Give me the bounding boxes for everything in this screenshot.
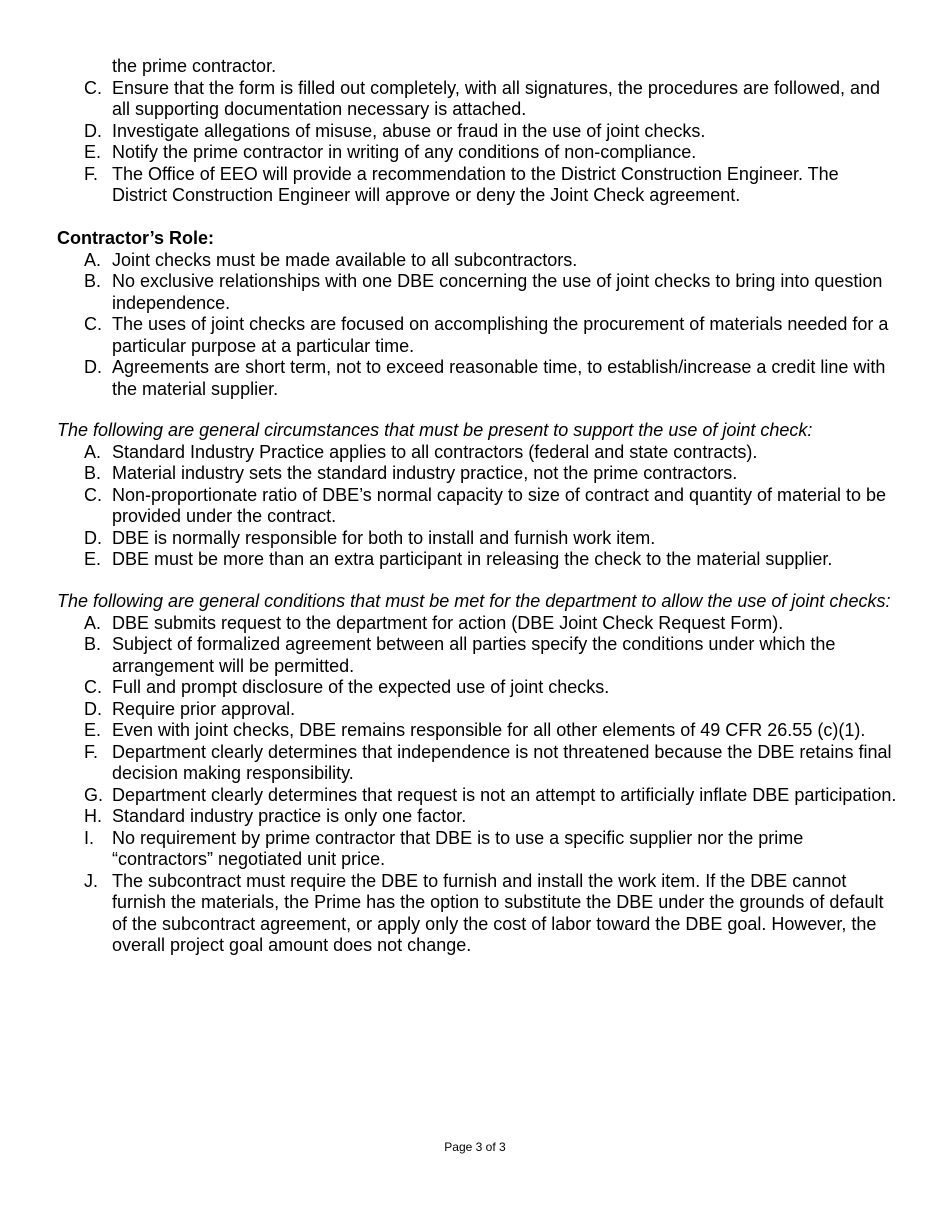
list-text: Department clearly determines that independence is not threatened because the DBE retains final decision making responsibility. (112, 741, 892, 783)
list-letter: G. (84, 784, 104, 805)
list-letter: H. (84, 806, 102, 826)
list-letter: J. (84, 870, 99, 891)
list-letter: E. (84, 549, 102, 569)
list-item (57, 78, 897, 121)
circumstances-list (57, 442, 897, 571)
list-text: Material industry sets the standard industry practice, not the prime contractors. (112, 463, 738, 483)
contractor-role-section (57, 228, 897, 400)
list-item (57, 677, 897, 699)
list-item (57, 828, 897, 871)
list-item (57, 720, 897, 742)
list-letter: B. (84, 271, 102, 291)
list-item (57, 485, 897, 528)
list-letter: A. (84, 441, 102, 462)
list-text: Joint checks must be made available to all subcontractors. (112, 249, 578, 270)
list-item (57, 442, 897, 464)
list-letter: I. (84, 827, 95, 848)
list-text: Ensure that the form is filled out completely, with all signatures, the procedures are followed, and all supporting documentation necessary is attached. (112, 77, 881, 119)
circumstances-section (57, 420, 897, 571)
list-text: DBE must be more than an extra participant in releasing the check to the material supplier. (112, 549, 833, 569)
list-item (57, 357, 897, 400)
list-text: Standard Industry Practice applies to all contractors (federal and state contracts). (112, 441, 758, 462)
conditions-section (57, 591, 897, 957)
list-letter: D. (84, 527, 102, 548)
list-item (57, 164, 897, 207)
list-text: No requirement by prime contractor that DBE is to use a specific supplier nor the prime “contractors” negotiated unit price. (112, 827, 804, 869)
eeo-role-section (57, 56, 897, 207)
list-letter: A. (84, 612, 102, 633)
section-heading: Contractor’s Role: (57, 228, 215, 248)
list-text: The subcontract must require the DBE to furnish and install the work item. If the DBE cannot furnish the materials, the Prime has the option to substitute the DBE under the grounds of default of the subcontract agreement, or apply only the cost of labor toward the DBE goal. However, the overall project goal amount does not change. (112, 870, 884, 955)
list-item (57, 871, 897, 957)
list-item (57, 634, 897, 677)
list-continuation: the prime contractor. (112, 56, 277, 76)
list-letter: C. (84, 77, 102, 98)
list-letter: D. (84, 357, 102, 377)
list-item (57, 785, 897, 807)
list-text: DBE is normally responsible for both to install and furnish work item. (112, 527, 656, 548)
list-letter: D. (84, 698, 102, 719)
list-text: Even with joint checks, DBE remains responsible for all other elements of 49 CFR 26.55 (c)(1). (112, 720, 866, 740)
list-item (57, 250, 897, 272)
contractor-role-list (57, 250, 897, 401)
list-text: Investigate allegations of misuse, abuse or fraud in the use of joint checks. (112, 120, 706, 141)
list-text: DBE submits request to the department for action (DBE Joint Check Request Form). (112, 612, 784, 633)
list-item (57, 121, 897, 143)
list-letter: F. (84, 741, 99, 762)
page-number: Page 3 of 3 (444, 1140, 506, 1154)
list-text: Full and prompt disclosure of the expected use of joint checks. (112, 677, 610, 697)
list-item (57, 613, 897, 635)
list-text: Notify the prime contractor in writing of any conditions of non-compliance. (112, 142, 697, 162)
list-item (57, 549, 897, 571)
list-text: Subject of formalized agreement between all parties specify the conditions under which the arrangement will be permitted. (112, 634, 836, 676)
list-text: Agreements are short term, not to exceed reasonable time, to establish/increase a credit line with the material supplier. (112, 357, 886, 399)
list-letter: C. (84, 677, 102, 697)
list-letter: B. (84, 463, 102, 483)
list-letter: E. (84, 142, 102, 162)
list-letter: A. (84, 249, 102, 270)
list-text: Department clearly determines that request is not an attempt to artificially inflate DBE participation. (112, 784, 897, 805)
list-text: No exclusive relationships with one DBE concerning the use of joint checks to bring into question independence. (112, 271, 883, 313)
list-text: Non-proportionate ratio of DBE’s normal capacity to size of contract and quantity of material to be provided under the contract. (112, 484, 887, 526)
list-letter: C. (84, 314, 102, 334)
section-heading: The following are general circumstances that must be present to support the use of joint check: (57, 420, 813, 440)
list-item (57, 699, 897, 721)
list-item (57, 528, 897, 550)
list-letter: E. (84, 720, 102, 740)
list-item (57, 806, 897, 828)
list-item (57, 463, 897, 485)
list-letter: F. (84, 163, 99, 184)
list-letter: D. (84, 120, 102, 141)
list-letter: C. (84, 484, 102, 505)
list-item (57, 742, 897, 785)
list-text: Require prior approval. (112, 698, 296, 719)
list-item (57, 314, 897, 357)
section-heading: The following are general conditions that must be met for the department to allow the use of joint checks: (57, 591, 891, 611)
list-item (57, 271, 897, 314)
list-text: The uses of joint checks are focused on accomplishing the procurement of materials needed for a particular purpose at a particular time. (112, 314, 889, 356)
list-letter: B. (84, 634, 102, 654)
list-text: Standard industry practice is only one factor. (112, 806, 467, 826)
conditions-list (57, 613, 897, 957)
list-item (57, 142, 897, 164)
list-text: The Office of EEO will provide a recommendation to the District Construction Engineer. The District Construction Engineer will approve or deny the Joint Check agreement. (112, 163, 839, 205)
eeo-role-list (57, 78, 897, 207)
